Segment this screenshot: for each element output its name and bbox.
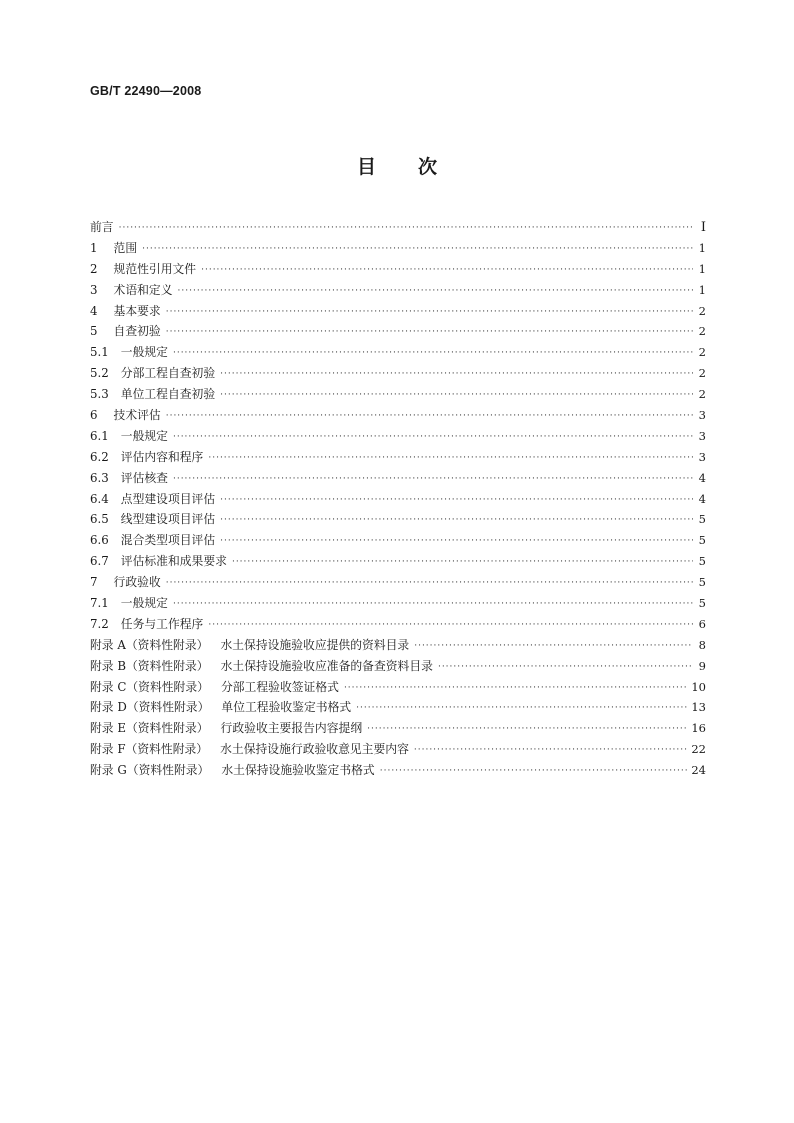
toc-entry-number: 附录 F（资料性附录） (90, 742, 209, 757)
toc-entry-label (90, 510, 215, 527)
toc-dot-leader (220, 369, 693, 379)
toc-entry-text: 一般规定 (120, 596, 168, 611)
toc-entry-number: 5.1 (90, 345, 109, 360)
toc-entry[interactable] (90, 698, 706, 719)
toc-entry[interactable] (90, 552, 706, 573)
toc-dot-leader (414, 745, 688, 755)
toc-entry-number: 5.3 (90, 387, 109, 402)
page-title (0, 152, 794, 179)
toc-entry[interactable] (90, 239, 706, 260)
toc-entry-text: 规范性引用文件 (113, 261, 197, 276)
toc-entry-label (90, 427, 168, 444)
toc-entry-label (90, 385, 215, 402)
standard-code: GB/T 22490—2008 (90, 84, 202, 98)
toc-entry-number: 7.2 (90, 616, 109, 631)
toc-entry-page: 1 (698, 240, 706, 255)
toc-entry-page: 2 (698, 366, 706, 381)
toc-entry-label (90, 448, 203, 465)
toc-dot-leader (119, 223, 693, 233)
toc-entry[interactable] (90, 678, 706, 699)
toc-dot-leader (142, 244, 693, 254)
toc-entry-text: 分部工程自查初验 (120, 366, 216, 381)
toc-entry-page: 3 (698, 428, 706, 443)
toc-dot-leader (173, 599, 693, 609)
title-part-1: 目 (356, 156, 376, 178)
toc-dot-leader (367, 724, 688, 734)
toc-entry-number: 6.6 (90, 533, 109, 548)
toc-entry-page: 5 (698, 554, 706, 569)
toc-entry-page: 22 (691, 742, 706, 757)
toc-entry-text: 术语和定义 (113, 282, 173, 297)
toc-dot-leader (173, 474, 693, 484)
toc-dot-leader (220, 495, 693, 505)
toc-entry-text: 一般规定 (120, 428, 168, 443)
toc-dot-leader (208, 453, 693, 463)
toc-entry-number: 6.2 (90, 449, 109, 464)
toc-entry-label (90, 322, 161, 339)
toc-dot-leader (380, 766, 689, 776)
toc-entry-page: 1 (698, 282, 706, 297)
toc-entry-label (90, 761, 375, 778)
table-of-contents (90, 218, 706, 782)
toc-entry-text: 前言 (90, 220, 114, 234)
toc-entry-number: 4 (90, 303, 98, 318)
toc-entry-page: 24 (691, 763, 706, 778)
toc-entry-number: 附录 G（资料性附录） (90, 763, 210, 778)
toc-entry-label (90, 239, 137, 256)
toc-entry-page: 5 (698, 533, 706, 548)
toc-entry-number: 3 (90, 282, 98, 297)
toc-entry-text: 单位工程验收鉴定书格式 (221, 700, 352, 715)
toc-dot-leader (166, 307, 693, 317)
toc-dot-leader (166, 578, 693, 588)
toc-dot-leader (178, 286, 693, 296)
toc-entry-text: 点型建设项目评估 (120, 491, 216, 506)
toc-entry-page: 2 (698, 345, 706, 360)
toc-entry-text: 范围 (113, 240, 138, 255)
toc-entry[interactable] (90, 364, 706, 385)
toc-entry-page: 3 (698, 408, 706, 423)
toc-entry-number: 1 (90, 240, 98, 255)
toc-entry-label (90, 406, 161, 423)
toc-entry-number: 附录 C（资料性附录） (90, 679, 209, 694)
toc-entry[interactable] (90, 281, 706, 302)
toc-entry-number: 6.5 (90, 512, 109, 527)
toc-entry-page: 2 (698, 324, 706, 339)
toc-entry-label (90, 490, 215, 507)
toc-dot-leader (344, 683, 688, 693)
toc-entry-number: 5 (90, 324, 98, 339)
toc-entry[interactable] (90, 322, 706, 343)
toc-entry[interactable] (90, 615, 706, 636)
toc-entry-text: 一般规定 (120, 345, 168, 360)
toc-dot-leader (220, 515, 693, 525)
toc-entry-text: 行政验收 (113, 575, 161, 590)
toc-entry-number: 2 (90, 261, 98, 276)
toc-entry-number: 7 (90, 575, 98, 590)
toc-entry-label (90, 698, 351, 715)
toc-entry-label (90, 594, 168, 611)
toc-entry-number: 6.3 (90, 470, 109, 485)
toc-entry-page: 5 (698, 575, 706, 590)
toc-entry[interactable] (90, 761, 706, 782)
toc-entry-page: 3 (698, 449, 706, 464)
toc-entry-label (90, 302, 161, 319)
toc-entry-page: Ⅰ (700, 220, 706, 235)
toc-entry-label (90, 531, 215, 548)
toc-entry-text: 分部工程验收签证格式 (220, 679, 339, 694)
toc-entry-text: 评估内容和程序 (120, 449, 204, 464)
toc-entry-text: 水土保持设施验收鉴定书格式 (221, 763, 375, 778)
toc-entry-label (90, 281, 173, 298)
toc-dot-leader (220, 536, 693, 546)
toc-entry-page: 5 (698, 512, 706, 527)
toc-entry[interactable] (90, 573, 706, 594)
toc-entry-text: 线型建设项目评估 (120, 512, 216, 527)
toc-entry-label (90, 636, 409, 653)
toc-entry-page: 6 (698, 616, 706, 631)
toc-entry-label (90, 573, 161, 590)
toc-entry[interactable] (90, 510, 706, 531)
toc-entry-label (90, 343, 168, 360)
toc-entry[interactable] (90, 385, 706, 406)
toc-entry-page: 8 (698, 637, 706, 652)
toc-entry-label (90, 552, 227, 569)
toc-entry-number: 6 (90, 408, 98, 423)
toc-entry-label (90, 657, 433, 674)
toc-entry-label (90, 678, 339, 695)
toc-entry[interactable] (90, 427, 706, 448)
toc-entry-label (90, 719, 362, 736)
toc-entry-text: 技术评估 (113, 408, 161, 423)
toc-dot-leader (201, 265, 693, 275)
toc-entry-number: 6.4 (90, 491, 109, 506)
toc-entry[interactable] (90, 469, 706, 490)
toc-entry-number: 附录 B（资料性附录） (90, 658, 209, 673)
toc-dot-leader (438, 662, 693, 672)
toc-entry-page: 5 (698, 596, 706, 611)
toc-entry[interactable] (90, 636, 706, 657)
toc-entry-text: 基本要求 (113, 303, 161, 318)
toc-entry-label (90, 740, 409, 757)
toc-entry-label (90, 364, 215, 381)
toc-entry[interactable] (90, 719, 706, 740)
title-part-2: 次 (418, 156, 438, 178)
toc-entry[interactable] (90, 490, 706, 511)
toc-entry[interactable] (90, 531, 706, 552)
toc-entry-label (90, 218, 114, 235)
toc-dot-leader (173, 348, 693, 358)
toc-entry-text: 水土保持设施验收应准备的备查资料目录 (220, 658, 433, 673)
toc-entry-number: 6.7 (90, 554, 109, 569)
toc-entry-number: 附录 D（资料性附录） (90, 700, 210, 715)
toc-dot-leader (414, 641, 693, 651)
toc-entry[interactable] (90, 302, 706, 323)
toc-entry-page: 9 (698, 658, 706, 673)
toc-entry-page: 13 (691, 700, 706, 715)
toc-entry-label (90, 260, 196, 277)
toc-entry-number: 附录 E（资料性附录） (90, 721, 209, 736)
toc-entry-text: 混合类型项目评估 (120, 533, 216, 548)
toc-entry-page: 2 (698, 387, 706, 402)
toc-entry-page: 4 (698, 470, 706, 485)
toc-entry[interactable] (90, 406, 706, 427)
toc-dot-leader (220, 390, 693, 400)
toc-dot-leader (356, 703, 688, 713)
toc-entry[interactable] (90, 218, 706, 239)
toc-dot-leader (232, 557, 693, 567)
toc-entry[interactable] (90, 343, 706, 364)
toc-entry[interactable] (90, 448, 706, 469)
toc-entry-text: 评估核查 (120, 470, 168, 485)
toc-entry-text: 单位工程自查初验 (120, 387, 216, 402)
toc-entry-text: 水土保持设施行政验收意见主要内容 (220, 742, 409, 757)
toc-entry-text: 自查初验 (113, 324, 161, 339)
toc-entry-page: 4 (698, 491, 706, 506)
toc-dot-leader (166, 411, 693, 421)
toc-entry-text: 评估标准和成果要求 (120, 554, 227, 569)
toc-entry-text: 任务与工作程序 (120, 616, 204, 631)
toc-entry[interactable] (90, 594, 706, 615)
toc-entry-label (90, 615, 203, 632)
toc-dot-leader (173, 432, 693, 442)
toc-entry[interactable] (90, 740, 706, 761)
toc-entry-page: 2 (698, 303, 706, 318)
toc-entry-text: 行政验收主要报告内容提纲 (220, 721, 363, 736)
toc-entry-number: 5.2 (90, 366, 109, 381)
toc-entry-number: 7.1 (90, 596, 109, 611)
toc-dot-leader (208, 620, 693, 630)
toc-entry-number: 附录 A（资料性附录） (90, 637, 209, 652)
toc-dot-leader (166, 327, 693, 337)
toc-entry-number: 6.1 (90, 428, 109, 443)
toc-entry-page: 16 (691, 721, 706, 736)
toc-entry[interactable] (90, 657, 706, 678)
toc-entry-label (90, 469, 168, 486)
toc-entry-page: 1 (698, 261, 706, 276)
toc-entry-text: 水土保持设施验收应提供的资料目录 (220, 637, 410, 652)
toc-entry[interactable] (90, 260, 706, 281)
toc-entry-page: 10 (691, 679, 706, 694)
